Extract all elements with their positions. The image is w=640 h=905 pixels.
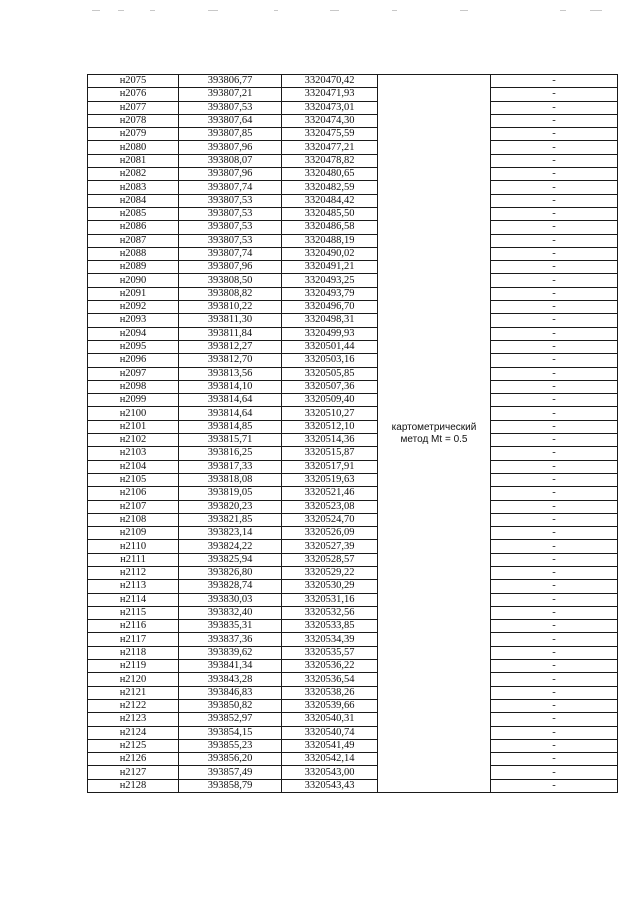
x-coordinate-cell: 393856,20 xyxy=(179,753,282,766)
note-cell: - xyxy=(491,527,618,540)
note-cell: - xyxy=(491,593,618,606)
scan-header-artifact xyxy=(0,4,640,18)
table-row xyxy=(88,553,618,566)
point-number-cell: н2094 xyxy=(88,327,179,340)
x-coordinate-cell: 393813,56 xyxy=(179,367,282,380)
x-coordinate-cell: 393854,15 xyxy=(179,726,282,739)
point-number-cell: н2086 xyxy=(88,221,179,234)
note-cell: - xyxy=(491,606,618,619)
point-number-cell: н2098 xyxy=(88,380,179,393)
x-coordinate-cell: 393807,64 xyxy=(179,114,282,127)
point-number-cell: н2111 xyxy=(88,553,179,566)
point-number-cell: н2082 xyxy=(88,168,179,181)
y-coordinate-cell: 3320531,16 xyxy=(282,593,378,606)
note-cell: - xyxy=(491,114,618,127)
note-cell: - xyxy=(491,380,618,393)
point-number-cell: н2080 xyxy=(88,141,179,154)
y-coordinate-cell: 3320507,36 xyxy=(282,380,378,393)
y-coordinate-cell: 3320475,59 xyxy=(282,128,378,141)
note-cell: - xyxy=(491,766,618,779)
note-cell: - xyxy=(491,500,618,513)
point-number-cell: н2085 xyxy=(88,207,179,220)
point-number-cell: н2109 xyxy=(88,527,179,540)
point-number-cell: н2097 xyxy=(88,367,179,380)
y-coordinate-cell: 3320519,63 xyxy=(282,473,378,486)
table-row xyxy=(88,753,618,766)
point-number-cell: н2114 xyxy=(88,593,179,606)
note-cell: - xyxy=(491,181,618,194)
x-coordinate-cell: 393814,64 xyxy=(179,394,282,407)
x-coordinate-cell: 393808,82 xyxy=(179,287,282,300)
table-row xyxy=(88,128,618,141)
table-row xyxy=(88,207,618,220)
x-coordinate-cell: 393814,85 xyxy=(179,420,282,433)
point-number-cell: н2116 xyxy=(88,620,179,633)
table-row xyxy=(88,593,618,606)
point-number-cell: н2083 xyxy=(88,181,179,194)
note-cell: - xyxy=(491,75,618,88)
table-row xyxy=(88,314,618,327)
x-coordinate-cell: 393807,74 xyxy=(179,181,282,194)
point-number-cell: н2117 xyxy=(88,633,179,646)
point-number-cell: н2123 xyxy=(88,713,179,726)
y-coordinate-cell: 3320499,93 xyxy=(282,327,378,340)
x-coordinate-cell: 393812,27 xyxy=(179,340,282,353)
x-coordinate-cell: 393828,74 xyxy=(179,580,282,593)
note-cell: - xyxy=(491,434,618,447)
note-cell: - xyxy=(491,287,618,300)
note-cell: - xyxy=(491,274,618,287)
x-coordinate-cell: 393817,33 xyxy=(179,460,282,473)
point-number-cell: н2108 xyxy=(88,513,179,526)
point-number-cell: н2121 xyxy=(88,686,179,699)
table-row xyxy=(88,460,618,473)
note-cell: - xyxy=(491,168,618,181)
y-coordinate-cell: 3320471,93 xyxy=(282,88,378,101)
point-number-cell: н2101 xyxy=(88,420,179,433)
note-cell: - xyxy=(491,633,618,646)
note-cell: - xyxy=(491,314,618,327)
note-cell: - xyxy=(491,88,618,101)
table-row xyxy=(88,88,618,101)
point-number-cell: н2120 xyxy=(88,673,179,686)
table-row xyxy=(88,234,618,247)
point-number-cell: н2092 xyxy=(88,301,179,314)
point-number-cell: н2100 xyxy=(88,407,179,420)
x-coordinate-cell: 393806,77 xyxy=(179,75,282,88)
point-number-cell: н2079 xyxy=(88,128,179,141)
x-coordinate-cell: 393808,07 xyxy=(179,154,282,167)
x-coordinate-cell: 393810,22 xyxy=(179,301,282,314)
table-row xyxy=(88,75,618,88)
x-coordinate-cell: 393811,30 xyxy=(179,314,282,327)
note-cell: - xyxy=(491,513,618,526)
x-coordinate-cell: 393825,94 xyxy=(179,553,282,566)
note-cell: - xyxy=(491,673,618,686)
x-coordinate-cell: 393835,31 xyxy=(179,620,282,633)
x-coordinate-cell: 393846,83 xyxy=(179,686,282,699)
note-cell: - xyxy=(491,394,618,407)
x-coordinate-cell: 393839,62 xyxy=(179,646,282,659)
x-coordinate-cell: 393815,71 xyxy=(179,434,282,447)
x-coordinate-cell: 393857,49 xyxy=(179,766,282,779)
x-coordinate-cell: 393807,21 xyxy=(179,88,282,101)
x-coordinate-cell: 393814,10 xyxy=(179,380,282,393)
x-coordinate-cell: 393818,08 xyxy=(179,473,282,486)
table-row xyxy=(88,394,618,407)
table-row xyxy=(88,101,618,114)
point-number-cell: н2113 xyxy=(88,580,179,593)
table-row xyxy=(88,154,618,167)
point-number-cell: н2106 xyxy=(88,487,179,500)
point-number-cell: н2081 xyxy=(88,154,179,167)
table-row xyxy=(88,513,618,526)
table-row xyxy=(88,168,618,181)
note-cell: - xyxy=(491,327,618,340)
coordinates-table-body xyxy=(88,75,618,793)
x-coordinate-cell: 393807,96 xyxy=(179,141,282,154)
y-coordinate-cell: 3320474,30 xyxy=(282,114,378,127)
y-coordinate-cell: 3320482,59 xyxy=(282,181,378,194)
method-line-1: картометрический xyxy=(391,421,477,433)
point-number-cell: н2112 xyxy=(88,566,179,579)
point-number-cell: н2087 xyxy=(88,234,179,247)
note-cell: - xyxy=(491,739,618,752)
y-coordinate-cell: 3320493,25 xyxy=(282,274,378,287)
x-coordinate-cell: 393830,03 xyxy=(179,593,282,606)
x-coordinate-cell: 393807,53 xyxy=(179,221,282,234)
y-coordinate-cell: 3320509,40 xyxy=(282,394,378,407)
y-coordinate-cell: 3320512,10 xyxy=(282,420,378,433)
point-number-cell: н2124 xyxy=(88,726,179,739)
table-row xyxy=(88,779,618,792)
table-row xyxy=(88,287,618,300)
note-cell: - xyxy=(491,367,618,380)
table-row xyxy=(88,606,618,619)
y-coordinate-cell: 3320536,54 xyxy=(282,673,378,686)
point-number-cell: н2093 xyxy=(88,314,179,327)
y-coordinate-cell: 3320491,21 xyxy=(282,261,378,274)
note-cell: - xyxy=(491,779,618,792)
y-coordinate-cell: 3320496,70 xyxy=(282,301,378,314)
table-row xyxy=(88,487,618,500)
method-cell xyxy=(378,75,491,793)
point-number-cell: н2103 xyxy=(88,447,179,460)
table-row xyxy=(88,261,618,274)
note-cell: - xyxy=(491,726,618,739)
y-coordinate-cell: 3320477,21 xyxy=(282,141,378,154)
table-row xyxy=(88,620,618,633)
y-coordinate-cell: 3320488,19 xyxy=(282,234,378,247)
table-row xyxy=(88,434,618,447)
point-number-cell: н2096 xyxy=(88,354,179,367)
note-cell: - xyxy=(491,207,618,220)
table-row xyxy=(88,141,618,154)
y-coordinate-cell: 3320478,82 xyxy=(282,154,378,167)
note-cell: - xyxy=(491,487,618,500)
method-line-2: метод Mt = 0.5 xyxy=(400,433,468,445)
point-number-cell: н2110 xyxy=(88,540,179,553)
note-cell: - xyxy=(491,407,618,420)
note-cell: - xyxy=(491,753,618,766)
note-cell: - xyxy=(491,128,618,141)
point-number-cell: н2084 xyxy=(88,194,179,207)
x-coordinate-cell: 393821,85 xyxy=(179,513,282,526)
table-row xyxy=(88,646,618,659)
x-coordinate-cell: 393812,70 xyxy=(179,354,282,367)
y-coordinate-cell: 3320484,42 xyxy=(282,194,378,207)
table-row xyxy=(88,354,618,367)
table-row xyxy=(88,739,618,752)
note-cell: - xyxy=(491,141,618,154)
y-coordinate-cell: 3320470,42 xyxy=(282,75,378,88)
y-coordinate-cell: 3320521,46 xyxy=(282,487,378,500)
x-coordinate-cell: 393858,79 xyxy=(179,779,282,792)
y-coordinate-cell: 3320527,39 xyxy=(282,540,378,553)
y-coordinate-cell: 3320542,14 xyxy=(282,753,378,766)
point-number-cell: н2118 xyxy=(88,646,179,659)
table-row xyxy=(88,340,618,353)
point-number-cell: н2128 xyxy=(88,779,179,792)
y-coordinate-cell: 3320530,29 xyxy=(282,580,378,593)
note-cell: - xyxy=(491,686,618,699)
table-row xyxy=(88,327,618,340)
x-coordinate-cell: 393814,64 xyxy=(179,407,282,420)
x-coordinate-cell: 393807,53 xyxy=(179,101,282,114)
table-row xyxy=(88,181,618,194)
y-coordinate-cell: 3320485,50 xyxy=(282,207,378,220)
table-row xyxy=(88,420,618,433)
table-row xyxy=(88,380,618,393)
table-row xyxy=(88,473,618,486)
point-number-cell: н2090 xyxy=(88,274,179,287)
note-cell: - xyxy=(491,261,618,274)
x-coordinate-cell: 393855,23 xyxy=(179,739,282,752)
y-coordinate-cell: 3320473,01 xyxy=(282,101,378,114)
note-cell: - xyxy=(491,101,618,114)
point-number-cell: н2107 xyxy=(88,500,179,513)
y-coordinate-cell: 3320528,57 xyxy=(282,553,378,566)
note-cell: - xyxy=(491,447,618,460)
table-row xyxy=(88,633,618,646)
point-number-cell: н2076 xyxy=(88,88,179,101)
y-coordinate-cell: 3320538,26 xyxy=(282,686,378,699)
table-row xyxy=(88,527,618,540)
x-coordinate-cell: 393807,53 xyxy=(179,234,282,247)
point-number-cell: н2119 xyxy=(88,660,179,673)
x-coordinate-cell: 393841,34 xyxy=(179,660,282,673)
table-row xyxy=(88,447,618,460)
point-number-cell: н2105 xyxy=(88,473,179,486)
note-cell: - xyxy=(491,620,618,633)
coordinates-table xyxy=(87,74,618,793)
note-cell: - xyxy=(491,247,618,260)
x-coordinate-cell: 393843,28 xyxy=(179,673,282,686)
table-row xyxy=(88,713,618,726)
y-coordinate-cell: 3320526,09 xyxy=(282,527,378,540)
x-coordinate-cell: 393832,40 xyxy=(179,606,282,619)
x-coordinate-cell: 393823,14 xyxy=(179,527,282,540)
note-cell: - xyxy=(491,580,618,593)
table-row xyxy=(88,274,618,287)
point-number-cell: н2089 xyxy=(88,261,179,274)
note-cell: - xyxy=(491,340,618,353)
table-row xyxy=(88,766,618,779)
x-coordinate-cell: 393850,82 xyxy=(179,699,282,712)
y-coordinate-cell: 3320539,66 xyxy=(282,699,378,712)
note-cell: - xyxy=(491,553,618,566)
table-row xyxy=(88,221,618,234)
table-row xyxy=(88,407,618,420)
y-coordinate-cell: 3320532,56 xyxy=(282,606,378,619)
y-coordinate-cell: 3320543,00 xyxy=(282,766,378,779)
x-coordinate-cell: 393819,05 xyxy=(179,487,282,500)
x-coordinate-cell: 393824,22 xyxy=(179,540,282,553)
y-coordinate-cell: 3320490,02 xyxy=(282,247,378,260)
point-number-cell: н2125 xyxy=(88,739,179,752)
x-coordinate-cell: 393807,96 xyxy=(179,168,282,181)
y-coordinate-cell: 3320541,49 xyxy=(282,739,378,752)
note-cell: - xyxy=(491,460,618,473)
point-number-cell: н2104 xyxy=(88,460,179,473)
note-cell: - xyxy=(491,221,618,234)
y-coordinate-cell: 3320534,39 xyxy=(282,633,378,646)
y-coordinate-cell: 3320498,31 xyxy=(282,314,378,327)
x-coordinate-cell: 393807,85 xyxy=(179,128,282,141)
point-number-cell: н2077 xyxy=(88,101,179,114)
y-coordinate-cell: 3320517,91 xyxy=(282,460,378,473)
y-coordinate-cell: 3320510,27 xyxy=(282,407,378,420)
x-coordinate-cell: 393807,96 xyxy=(179,261,282,274)
table-row xyxy=(88,540,618,553)
y-coordinate-cell: 3320515,87 xyxy=(282,447,378,460)
y-coordinate-cell: 3320536,22 xyxy=(282,660,378,673)
note-cell: - xyxy=(491,473,618,486)
x-coordinate-cell: 393816,25 xyxy=(179,447,282,460)
table-row xyxy=(88,114,618,127)
point-number-cell: н2126 xyxy=(88,753,179,766)
note-cell: - xyxy=(491,540,618,553)
point-number-cell: н2075 xyxy=(88,75,179,88)
point-number-cell: н2099 xyxy=(88,394,179,407)
x-coordinate-cell: 393826,80 xyxy=(179,566,282,579)
table-row xyxy=(88,301,618,314)
y-coordinate-cell: 3320540,74 xyxy=(282,726,378,739)
x-coordinate-cell: 393808,50 xyxy=(179,274,282,287)
table-row xyxy=(88,500,618,513)
table-row xyxy=(88,194,618,207)
table-row xyxy=(88,247,618,260)
table-row xyxy=(88,367,618,380)
x-coordinate-cell: 393837,36 xyxy=(179,633,282,646)
point-number-cell: н2091 xyxy=(88,287,179,300)
x-coordinate-cell: 393807,74 xyxy=(179,247,282,260)
note-cell: - xyxy=(491,420,618,433)
y-coordinate-cell: 3320523,08 xyxy=(282,500,378,513)
y-coordinate-cell: 3320533,85 xyxy=(282,620,378,633)
y-coordinate-cell: 3320540,31 xyxy=(282,713,378,726)
x-coordinate-cell: 393820,23 xyxy=(179,500,282,513)
x-coordinate-cell: 393807,53 xyxy=(179,194,282,207)
note-cell: - xyxy=(491,699,618,712)
y-coordinate-cell: 3320480,65 xyxy=(282,168,378,181)
table-row xyxy=(88,699,618,712)
x-coordinate-cell: 393811,84 xyxy=(179,327,282,340)
note-cell: - xyxy=(491,234,618,247)
note-cell: - xyxy=(491,194,618,207)
table-row xyxy=(88,673,618,686)
table-row xyxy=(88,580,618,593)
point-number-cell: н2078 xyxy=(88,114,179,127)
note-cell: - xyxy=(491,713,618,726)
y-coordinate-cell: 3320503,16 xyxy=(282,354,378,367)
table-row xyxy=(88,566,618,579)
note-cell: - xyxy=(491,660,618,673)
y-coordinate-cell: 3320514,36 xyxy=(282,434,378,447)
table-row xyxy=(88,660,618,673)
point-number-cell: н2088 xyxy=(88,247,179,260)
y-coordinate-cell: 3320505,85 xyxy=(282,367,378,380)
y-coordinate-cell: 3320524,70 xyxy=(282,513,378,526)
point-number-cell: н2127 xyxy=(88,766,179,779)
x-coordinate-cell: 393807,53 xyxy=(179,207,282,220)
note-cell: - xyxy=(491,154,618,167)
table-row xyxy=(88,726,618,739)
y-coordinate-cell: 3320529,22 xyxy=(282,566,378,579)
note-cell: - xyxy=(491,566,618,579)
point-number-cell: н2115 xyxy=(88,606,179,619)
y-coordinate-cell: 3320493,79 xyxy=(282,287,378,300)
x-coordinate-cell: 393852,97 xyxy=(179,713,282,726)
note-cell: - xyxy=(491,646,618,659)
point-number-cell: н2095 xyxy=(88,340,179,353)
table-row xyxy=(88,686,618,699)
y-coordinate-cell: 3320486,58 xyxy=(282,221,378,234)
y-coordinate-cell: 3320543,43 xyxy=(282,779,378,792)
note-cell: - xyxy=(491,301,618,314)
note-cell: - xyxy=(491,354,618,367)
y-coordinate-cell: 3320501,44 xyxy=(282,340,378,353)
y-coordinate-cell: 3320535,57 xyxy=(282,646,378,659)
point-number-cell: н2122 xyxy=(88,699,179,712)
point-number-cell: н2102 xyxy=(88,434,179,447)
